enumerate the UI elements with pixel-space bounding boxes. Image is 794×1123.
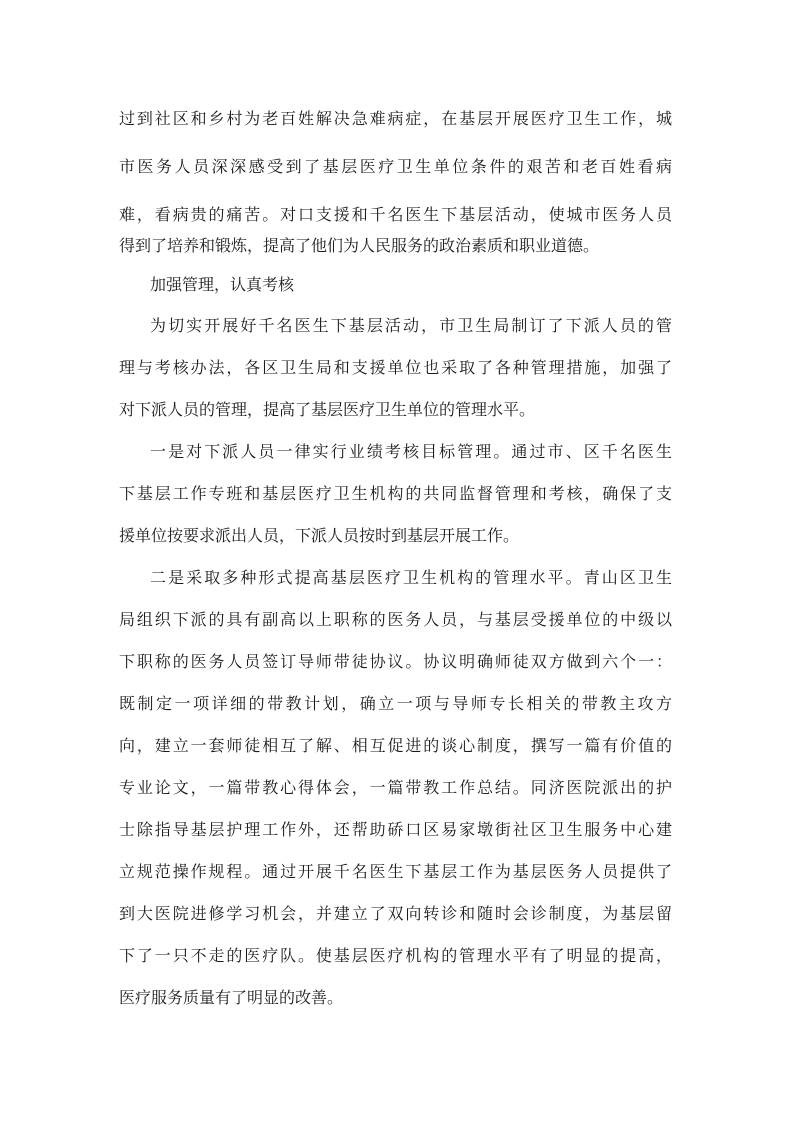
paragraph-line: 专业论文，一篇带教心得体会，一篇带教工作总结。同济医院派出的护 <box>119 778 672 797</box>
paragraph-line: 理与考核办法，各区卫生局和支援单位也采取了各种管理措施，加强了 <box>119 358 672 377</box>
paragraph-line: 为切实开展好千名医生下基层活动，市卫生局制订了下派人员的管 <box>150 316 672 335</box>
paragraph-line: 难，看病贵的痛苦。对口支援和千名医生下基层活动，使城市医务人员 <box>119 205 672 224</box>
paragraph-line: 下了一只不走的医疗队。使基层医疗机构的管理水平有了明显的提高， <box>119 946 672 965</box>
paragraph-line: 得到了培养和锻炼，提高了他们为人民服务的政治素质和职业道德。 <box>119 236 600 255</box>
section-heading: 加强管理，认真考核 <box>150 275 295 294</box>
paragraph-line: 士除指导基层护理工作外，还帮助硚口区易家墩街社区卫生服务中心建 <box>119 820 672 839</box>
paragraph-line: 对下派人员的管理，提高了基层医疗卫生单位的管理水平。 <box>119 400 536 419</box>
paragraph-line: 到大医院进修学习机会，并建立了双向转诊和随时会诊制度，为基层留 <box>119 904 672 923</box>
paragraph-line: 局组织下派的具有副高以上职称的医务人员，与基层受援单位的中级以 <box>119 610 672 629</box>
paragraph-line: 立规范操作规程。通过开展千名医生下基层工作为基层医务人员提供了 <box>119 862 672 881</box>
paragraph-line: 下基层工作专班和基层医疗卫生机构的共同监督管理和考核，确保了支 <box>119 484 672 503</box>
paragraph-line: 下职称的医务人员签订导师带徒协议。协议明确师徒双方做到六个一： <box>119 652 672 671</box>
paragraph-line: 医疗服务质量有了明显的改善。 <box>119 988 344 1007</box>
paragraph-line: 向，建立一套师徒相互了解、相互促进的谈心制度，撰写一篇有价值的 <box>119 736 672 755</box>
paragraph-line: 既制定一项详细的带教计划，确立一项与导师专长相关的带教主攻方 <box>119 694 672 713</box>
paragraph-line: 市医务人员深深感受到了基层医疗卫生单位条件的艰苦和老百姓看病 <box>119 157 672 176</box>
paragraph-line: 过到社区和乡村为老百姓解决急难病症，在基层开展医疗卫生工作，城 <box>119 109 672 128</box>
paragraph-line: 二是采取多种形式提高基层医疗卫生机构的管理水平。青山区卫生 <box>150 568 672 587</box>
paragraph-line: 援单位按要求派出人员，下派人员按时到基层开展工作。 <box>119 526 520 545</box>
paragraph-line: 一是对下派人员一律实行业绩考核目标管理。通过市、区千名医生 <box>150 442 672 461</box>
